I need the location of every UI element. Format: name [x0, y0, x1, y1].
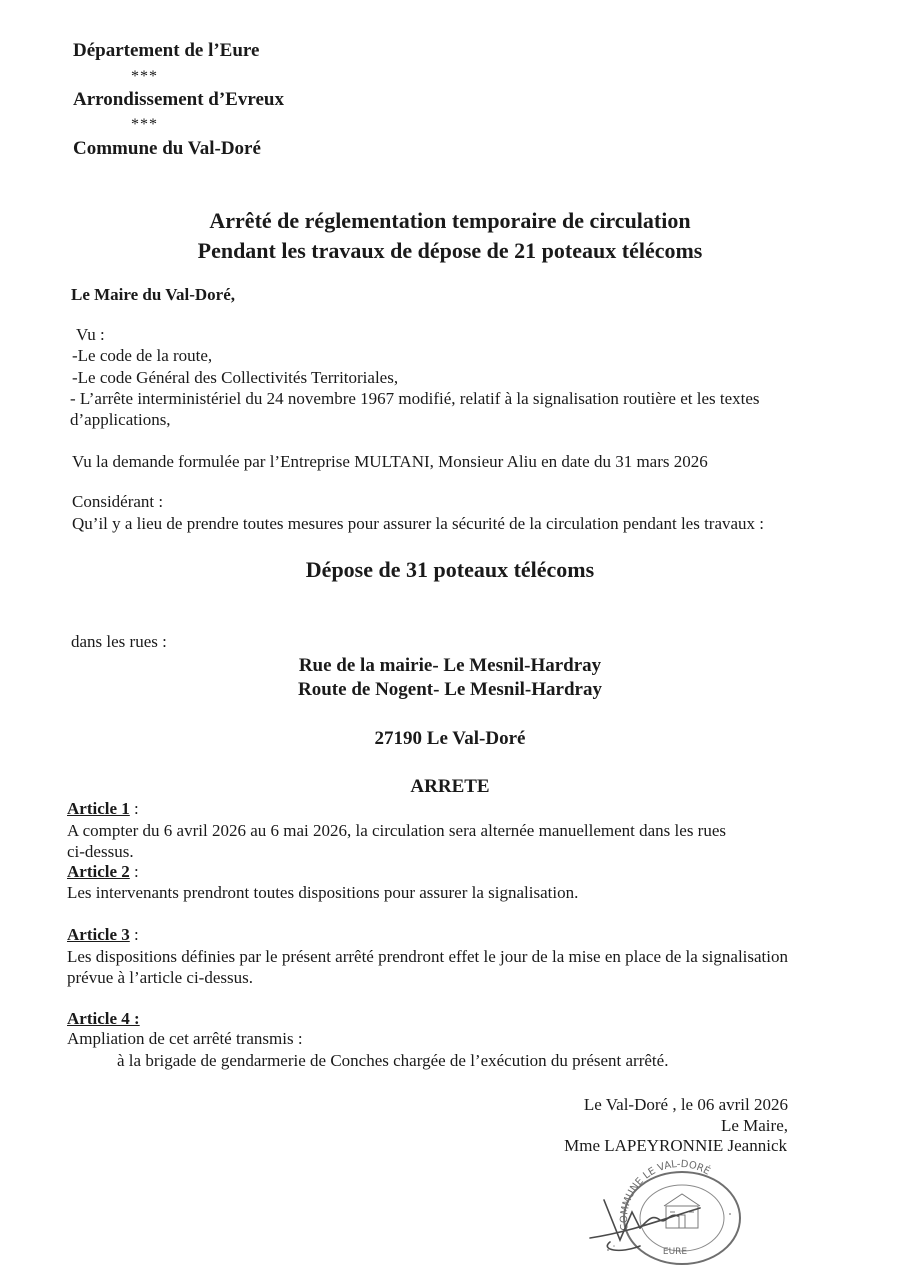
article-1-heading	[67, 799, 139, 819]
article-4-label: Article 4 :	[67, 1009, 140, 1028]
article-1-label: Article 1	[67, 799, 130, 818]
stamp-top-text: COMMUNE LE VAL-DORÉ	[618, 1158, 712, 1232]
article-4-text: à la brigade de gendarmerie de Conches chargée de l’exécution du présent arrêté.	[117, 1051, 669, 1070]
vu-item: - L’arrête interministériel du 24 novembre 1967 modifié, relatif à la signalisation routière et les textes	[70, 389, 760, 408]
arrete-heading: ARRETE	[410, 776, 490, 797]
mayor-intro: Le Maire du Val-Doré,	[71, 285, 236, 304]
article-4-heading	[67, 1009, 140, 1029]
article-3-text: prévue à l’article ci-dessus.	[67, 968, 253, 987]
article-4-text: Ampliation de cet arrêté transmis :	[67, 1029, 303, 1048]
article-2-label: Article 2	[67, 862, 130, 881]
article-3-text: Les dispositions définies par le présent arrêté prendront effet le jour de la mise en place de la signalisation	[67, 947, 788, 966]
department-heading: Département de l’Eure	[73, 40, 260, 61]
article-colon: :	[129, 862, 139, 881]
article-1-text: A compter du 6 avril 2026 au 6 mai 2026, la circulation sera alternée manuellement dans les rues	[67, 821, 727, 840]
handwritten-signature	[590, 1200, 700, 1250]
request-line: Vu la demande formulée par l’Entreprise MULTANI, Monsieur Aliu en date du 31 mars 2026	[72, 452, 708, 471]
works-title: Dépose de 31 poteaux télécoms	[305, 557, 595, 582]
streets-intro: dans les rues :	[71, 632, 167, 651]
town-hall-emblem	[664, 1194, 700, 1228]
separator-stars: ***	[131, 68, 158, 85]
article-colon: :	[129, 925, 139, 944]
signature-name: Mme LAPEYRONNIE Jeannick	[564, 1136, 787, 1155]
street-name: Route de Nogent- Le Mesnil-Hardray	[298, 679, 602, 700]
vu-item: -Le code Général des Collectivités Territoriales,	[72, 368, 399, 387]
article-1-text: ci-dessus.	[67, 842, 134, 861]
vu-label: Vu :	[76, 325, 105, 344]
article-2-heading	[67, 862, 139, 882]
decree-title-line2: Pendant les travaux de dépose de 21 poteaux télécoms	[197, 238, 703, 263]
commune-heading: Commune du Val-Doré	[73, 138, 261, 159]
separator-stars: ***	[131, 116, 158, 133]
signature-role: Le Maire,	[720, 1116, 788, 1135]
article-3-label: Article 3	[67, 925, 130, 944]
article-3-heading	[67, 925, 139, 945]
article-colon: :	[129, 799, 139, 818]
vu-item: -Le code de la route,	[72, 346, 213, 365]
vu-item: d’applications,	[70, 410, 171, 429]
mairie-stamp	[580, 1150, 760, 1265]
decree-title-line1: Arrêté de réglementation temporaire de circulation	[209, 208, 691, 233]
postal-address: 27190 Le Val-Doré	[374, 728, 526, 749]
considerant-text: Qu’il y a lieu de prendre toutes mesures pour assurer la sécurité de la circulation pendant les travaux :	[72, 514, 765, 533]
arrondissement-heading: Arrondissement d’Evreux	[73, 89, 284, 110]
street-name: Rue de la mairie- Le Mesnil-Hardray	[298, 655, 602, 676]
stamp-bottom-text: EURE	[662, 1247, 688, 1257]
article-2-text: Les intervenants prendront toutes dispositions pour assurer la signalisation.	[67, 883, 579, 902]
considerant-label: Considérant :	[72, 492, 164, 511]
signature-place-date: Le Val-Doré , le 06 avril 2026	[583, 1095, 788, 1114]
